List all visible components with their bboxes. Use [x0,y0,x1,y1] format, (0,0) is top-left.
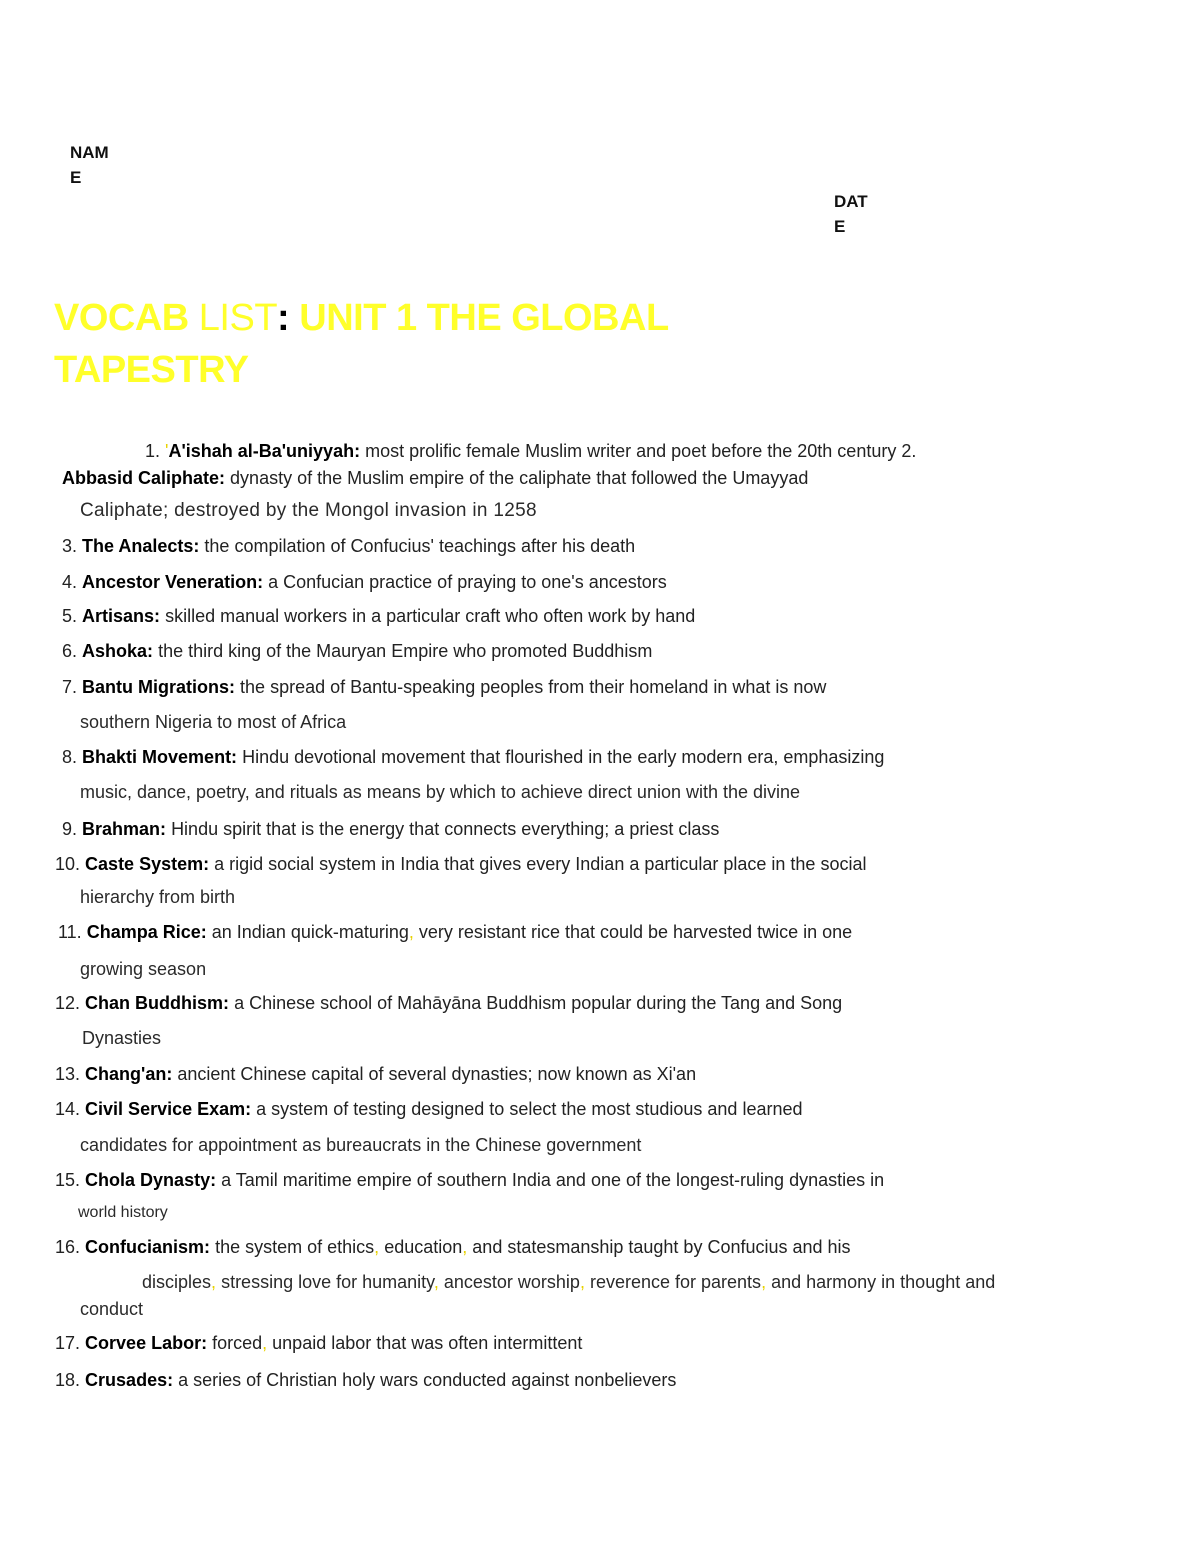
definition: the spread of Bantu-speaking peoples from their homeland in what is now [240,677,827,697]
list-item: 18. Crusades: a series of Christian holy wars conducted against nonbelievers [55,1370,677,1390]
term: Artisans: [82,606,161,626]
term: Ancestor Veneration: [82,572,264,592]
definition: a series of Christian holy wars conducted against nonbelievers [178,1370,677,1390]
definition: Hindu devotional movement that flourished in the early modern era, emphasizing [242,747,885,767]
definition-continued: Caliphate; destroyed by the Mongol invasion in 1258 [80,500,537,521]
definition-continued: hierarchy from birth [80,887,236,907]
definition-continued: candidates for appointment as bureaucrats in the Chinese government [80,1135,642,1155]
term: Champa Rice: [86,922,207,942]
list-item: 10. Caste System: a rigid social system in India that gives every Indian a particular place in the social [55,854,867,874]
definition: a Tamil maritime empire of southern India and one of the longest-ruling dynasties in [221,1170,885,1190]
definition: forced [212,1333,263,1353]
list-item: 16. Confucianism: the system of ethics, education, and statesmanship taught by Confucius and his [55,1237,851,1257]
definition: very resistant rice that could be harvested twice in one [418,922,853,942]
definition: an Indian quick-maturing [211,922,409,942]
term: A'ishah al-Ba'uniyyah: [168,441,361,461]
definition: education [384,1237,463,1257]
quote-mark: ' [165,441,169,461]
name-label: NAME [70,143,109,187]
list-item: 6. Ashoka: the third king of the Mauryan Empire who promoted Buddhism [62,641,653,661]
title-list: LIST [198,297,278,339]
definition-continued: world history [78,1204,168,1221]
list-item: 1. 'A'ishah al-Ba'uniyyah: most prolific female Muslim writer and poet before the 20th century 2. [145,441,917,461]
title-tapestry: TAPESTRY [54,349,249,391]
term: Chang'an: [85,1064,173,1084]
definition-continued: disciples, stressing love for humanity, ancestor worship, reverence for parents, and harmony in thought and [142,1272,996,1292]
list-item: 7. Bantu Migrations: the spread of Bantu-speaking peoples from their homeland in what is now [62,677,827,697]
definition: dynasty of the Muslim empire of the caliphate that followed the Umayyad [230,468,809,488]
definition: Hindu spirit that is the energy that connects everything; a priest class [171,819,720,839]
list-item: 4. Ancestor Veneration: a Confucian practice of praying to one's ancestors [62,572,667,592]
definition: skilled manual workers in a particular craft who often work by hand [165,606,696,626]
list-item: 15. Chola Dynasty: a Tamil maritime empire of southern India and one of the longest-ruling dynasties in [55,1170,885,1190]
definition: a Confucian practice of praying to one's ancestors [268,572,667,592]
list-item: 17. Corvee Labor: forced, unpaid labor that was often intermittent [55,1333,583,1353]
term: Brahman: [82,819,167,839]
list-item [62,466,808,490]
definition: ancient Chinese capital of several dynasties; now known as Xi'an [177,1064,697,1084]
title-colon: : [277,297,290,339]
list-item: 5. Artisans: skilled manual workers in a particular craft who often work by hand [62,606,696,626]
term: Abbasid Caliphate: [62,468,226,488]
list-item: 3. The Analects: the compilation of Confucius' teachings after his death [62,536,636,556]
term: Crusades: [85,1370,174,1390]
list-item: 9. Brahman: Hindu spirit that is the energy that connects everything; a priest class [62,819,720,839]
definition-continued: music, dance, poetry, and rituals as means by which to achieve direct union with the divine [80,782,801,802]
term: Civil Service Exam: [85,1099,252,1119]
definition-continued: growing season [80,959,207,979]
definition-continued: conduct [80,1299,144,1319]
definition: the third king of the Mauryan Empire who promoted Buddhism [158,641,653,661]
list-item: 13. Chang'an: ancient Chinese capital of several dynasties; now known as Xi'an [55,1064,697,1084]
list-item: 12. Chan Buddhism: a Chinese school of Mahāyāna Buddhism popular during the Tang and Song [55,993,843,1013]
term: Chan Buddhism: [85,993,230,1013]
term: Bhakti Movement: [82,747,238,767]
item-number: 2. [901,441,917,461]
term: The Analects: [82,536,200,556]
definition: and statesmanship taught by Confucius and his [472,1237,851,1257]
definition: a Chinese school of Mahāyāna Buddhism popular during the Tang and Song [234,993,843,1013]
definition: unpaid labor that was often intermittent [272,1333,583,1353]
term: Confucianism: [85,1237,211,1257]
definition-continued: southern Nigeria to most of Africa [80,712,347,732]
page-title [54,292,754,396]
term: Caste System: [85,854,210,874]
date-label: DATE [834,192,868,236]
definition: the compilation of Confucius' teachings after his death [204,536,636,556]
title-unit: UNIT 1 THE GLOBAL [299,297,669,339]
definition: most prolific female Muslim writer and poet before the 20th century [365,441,897,461]
term: Bantu Migrations: [82,677,236,697]
definition: a rigid social system in India that gives every Indian a particular place in the social [214,854,867,874]
definition: a system of testing designed to select the most studious and learned [256,1099,803,1119]
definition: the system of ethics [215,1237,375,1257]
list-item: 14. Civil Service Exam: a system of testing designed to select the most studious and learned [55,1099,803,1119]
title-vocab: VOCAB [54,297,189,339]
term: Corvee Labor: [85,1333,208,1353]
list-item: 8. Bhakti Movement: Hindu devotional movement that flourished in the early modern era, emphasizing [62,747,885,767]
list-item: 11. Champa Rice: an Indian quick-maturing, very resistant rice that could be harvested twice in one [58,922,853,942]
term: Chola Dynasty: [85,1170,217,1190]
definition-continued: Dynasties [82,1028,162,1048]
term: Ashoka: [82,641,154,661]
